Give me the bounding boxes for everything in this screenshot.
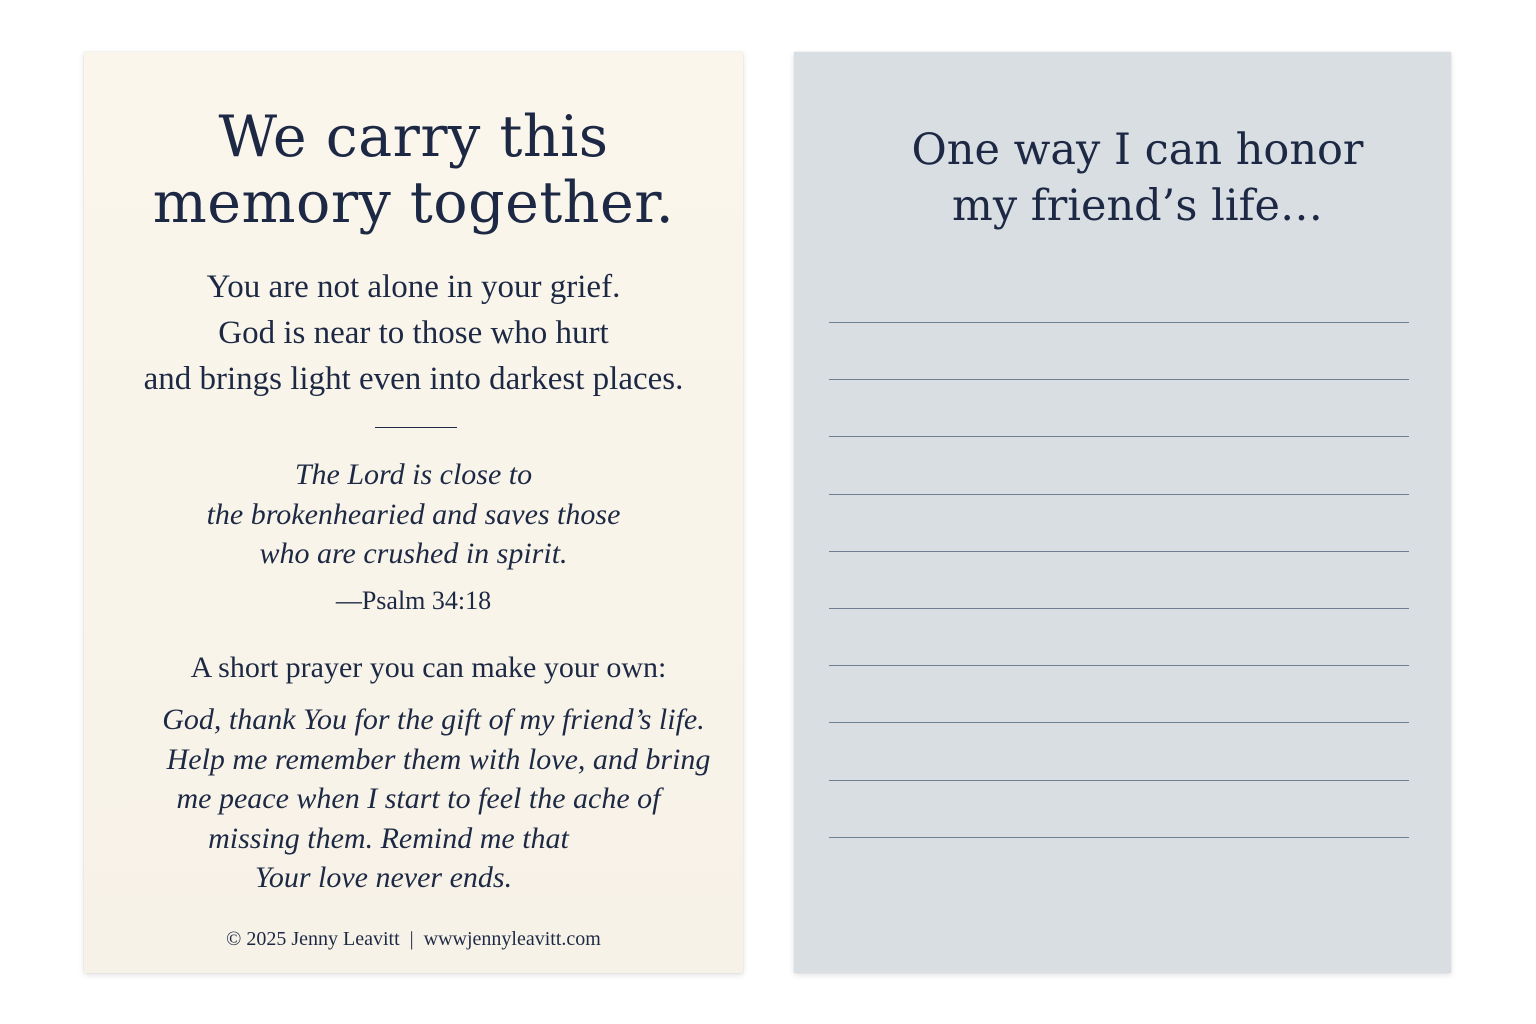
scripture-reference: —Psalm 34:18 — [335, 586, 492, 615]
intro-line: You are not alone in your grief. — [206, 269, 621, 305]
footer-separator: | — [409, 928, 414, 950]
divider — [375, 427, 457, 428]
intro-line: and brings light even into darkest places. — [143, 361, 684, 397]
writing-line — [829, 379, 1409, 380]
headline-line: We carry this — [218, 104, 609, 170]
prompt-title — [794, 122, 1451, 234]
prompt-title-line: One way I can honor — [911, 125, 1364, 175]
intro-text — [84, 264, 743, 402]
copyright-text: © 2025 Jenny Leavitt — [226, 928, 400, 950]
prompt-title-line: my friend’s life… — [952, 181, 1323, 231]
prayer-text — [84, 700, 743, 898]
prayer-line: Your love never ends. — [254, 861, 513, 894]
writing-line — [829, 665, 1409, 666]
writing-line — [829, 837, 1409, 838]
prayer-line: Help me remember them with love, and bring — [166, 742, 711, 776]
writing-line — [829, 780, 1409, 781]
intro-line: God is near to those who hurt — [218, 315, 609, 351]
memory-card-front — [84, 52, 743, 973]
headline — [84, 104, 743, 236]
headline-line: memory together. — [152, 170, 675, 236]
writing-line — [829, 722, 1409, 723]
writing-line — [829, 436, 1409, 437]
memory-card-back — [794, 52, 1451, 973]
prayer-line: God, thank You for the gift of my friend’s life. — [162, 703, 705, 736]
prayer-line: missing them. Remind me that — [208, 821, 569, 855]
writing-lines — [829, 322, 1409, 894]
writing-line — [829, 494, 1409, 495]
writing-line — [829, 551, 1409, 552]
website-link[interactable]: wwwjennyleavitt.com — [423, 928, 601, 950]
footer — [84, 926, 743, 952]
writing-line — [829, 608, 1409, 609]
prayer-heading: A short prayer you can make your own: — [190, 651, 667, 684]
prayer-line: me peace when I start to feel the ache of — [176, 782, 661, 815]
verse-line: who are crushed in spirit. — [259, 537, 568, 570]
verse-line: The Lord is close to — [294, 458, 533, 491]
writing-line — [829, 322, 1409, 323]
verse-line: the brokenhearied and saves those — [206, 497, 621, 531]
scripture-verse — [84, 455, 743, 574]
